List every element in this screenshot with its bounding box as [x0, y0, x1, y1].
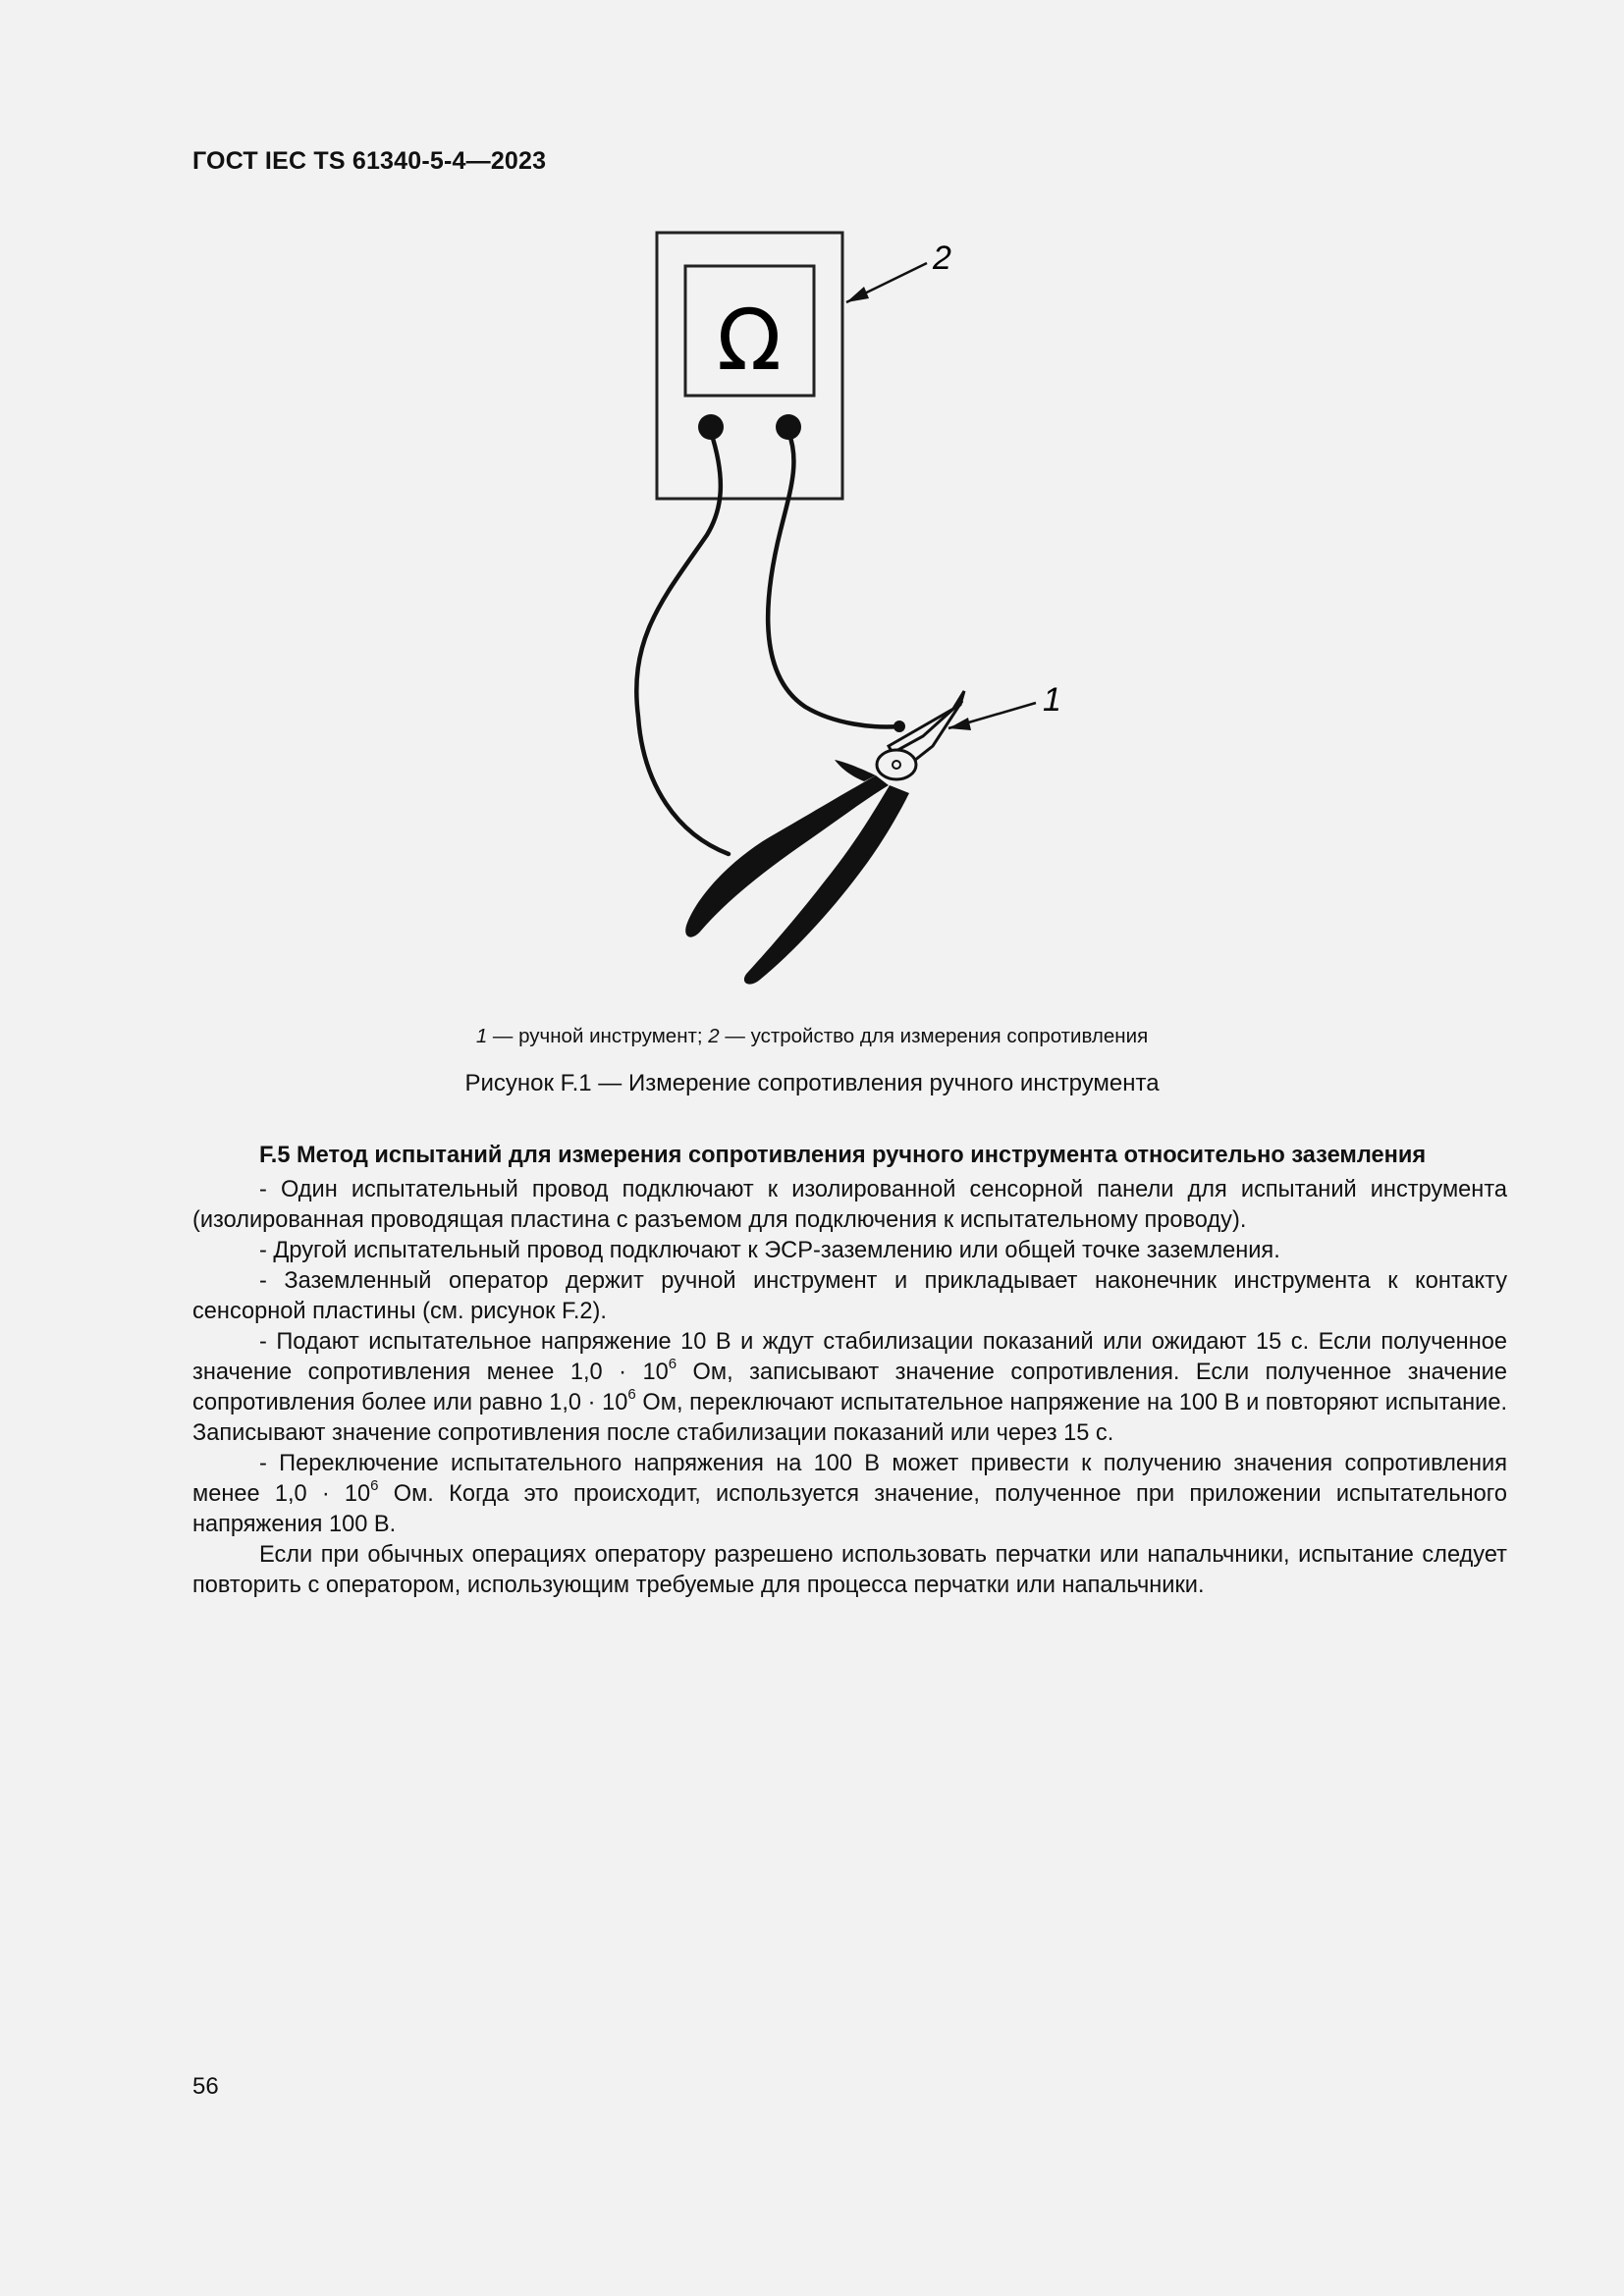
superscript: 6 [370, 1477, 379, 1495]
test-lead-right [768, 432, 899, 726]
figure-caption: Рисунок F.1 — Измерение сопротивления ручного инструмента [464, 1070, 1160, 1096]
text-run: Ом, переключают испытательное напряжение на 100 В и повторяют испытание. Записывают значение сопротивления после стабилизации показаний или через 15 с. [192, 1390, 1507, 1446]
test-lead-left [636, 432, 729, 854]
callout-label-2: 2 [933, 240, 951, 277]
text-run: Ом. Когда это происходит, используется значение, полученное при приложении испытательного напряжения 100 В. [192, 1481, 1507, 1537]
list-item [192, 1449, 1507, 1540]
superscript: 6 [627, 1386, 636, 1404]
legend-number-2: 2 [708, 1025, 720, 1047]
lead-contact-point [893, 721, 905, 732]
paragraph: Если при обычных операциях оператору разрешено использовать перчатки или напальчники, испытание следует повторить с оператором, использующим требуемые для процесса перчатки или напальчники. [192, 1542, 1507, 1598]
legend-number-1: 1 [475, 1025, 488, 1047]
section-body [192, 1141, 1507, 1601]
figure-f1 [0, 0, 1624, 1041]
pliers-grip-upper [835, 760, 876, 781]
section-title: F.5 Метод испытаний для измерения сопротивления ручного инструмента относительно заземления [259, 1143, 1427, 1168]
page-header: ГОСТ IEC TS 61340-5-4—2023 [192, 147, 547, 175]
list-item [192, 1327, 1507, 1449]
list-item: - Заземленный оператор держит ручной инструмент и прикладывает наконечник инструмента к контакту сенсорной пластины (см. рисунок F.2). [192, 1268, 1507, 1324]
list-item: - Один испытательный провод подключают к изолированной сенсорной панели для испытаний инструмента (изолированная проводящая пластина с разъемом для подключения к испытательному проводу). [192, 1177, 1507, 1233]
text-run: - Переключение испытательного напряжения на 100 В может привести к получению значения сопротивления менее 1,0 · 10 [192, 1451, 1507, 1507]
callout-label-1: 1 [1043, 681, 1061, 719]
superscript: 6 [668, 1356, 677, 1373]
pliers-pivot [877, 750, 916, 779]
pliers-icon [685, 691, 964, 985]
figure-legend [0, 1025, 1624, 1048]
legend-text-1: — ручной инструмент; [487, 1025, 709, 1047]
text-run: Ом, записывают значение сопротивления. Если полученное значение сопротивления более или равно 1,0 · 10 [192, 1360, 1507, 1415]
legend-text-2: — устройство для измерения сопротивления [719, 1025, 1149, 1047]
text-run: - Подают испытательное напряжение 10 В и ждут стабилизации показаний или ожидают 15 с. Если полученное значение сопротивления менее 1,0 · 10 [192, 1329, 1507, 1385]
list-item: - Другой испытательный провод подключают к ЭСР-заземлению или общей точке заземления. [259, 1238, 1280, 1263]
ohm-icon: Ω [717, 292, 782, 390]
page-number: 56 [192, 2073, 219, 2100]
callout-arrow-2 [846, 287, 869, 302]
callout-arrow-1 [948, 718, 971, 730]
